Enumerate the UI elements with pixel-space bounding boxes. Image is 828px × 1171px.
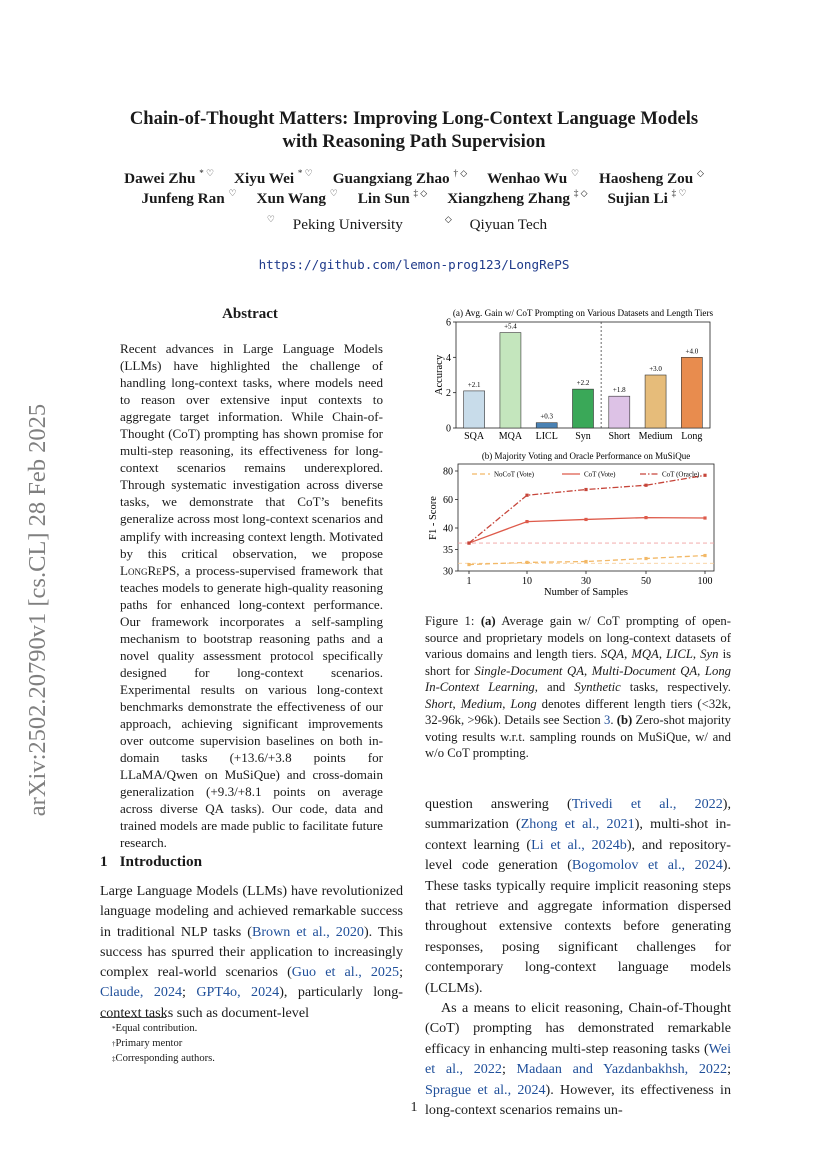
- chart-b-point: [703, 474, 706, 477]
- text-run: question answering (: [425, 796, 572, 812]
- text-run: ;: [727, 1061, 731, 1078]
- section-number: 1: [100, 853, 108, 870]
- citation-link[interactable]: Bogomolov et al., 2024: [571, 857, 723, 874]
- arxiv-stamp-text: arXiv:2502.20790v1 [cs.CL] 28 Feb 2025: [24, 403, 51, 817]
- author-name: Xun Wang: [256, 190, 326, 207]
- chart-a-data-label: +2.1: [467, 380, 481, 389]
- citation-link[interactable]: Zhong et al., 2021: [520, 816, 635, 833]
- chart-a-ylabel: Accuracy: [434, 354, 445, 396]
- footnote: [112, 1022, 197, 1036]
- chart-b-point: [644, 484, 647, 487]
- right-column-text: [425, 794, 731, 1121]
- chart-a-data-label: +4.0: [685, 347, 699, 356]
- footnote-mark: *: [112, 1025, 116, 1033]
- chart-a-xtick-label: Short: [608, 431, 631, 442]
- citation-link[interactable]: Claude, 2024: [100, 984, 183, 1001]
- author-name: Haosheng Zou: [599, 170, 694, 187]
- chart-b-xtick-label: 10: [522, 576, 532, 587]
- method-name: LongRePS: [120, 562, 177, 578]
- chart-b-point: [584, 518, 587, 521]
- text-run: Zero-shot majority voting results w.r.t. sampling rounds on MuSiQue, w/ and w/o CoT prompting.: [425, 713, 731, 760]
- chart-a-data-label: +2.2: [576, 379, 590, 388]
- text-run: ;: [182, 984, 197, 1001]
- author-mark: ♡: [228, 188, 237, 198]
- text-run: ;: [399, 964, 403, 981]
- text-run: ,: [452, 696, 461, 711]
- section-title: Introduction: [119, 853, 203, 870]
- text-run: (b): [616, 713, 633, 727]
- chart-b-point: [703, 554, 706, 557]
- chart-b-ytick-label: 40: [443, 523, 453, 535]
- author-mark: † ◇: [453, 168, 468, 178]
- paragraph: [425, 794, 731, 998]
- footnote-rule: [100, 1017, 166, 1018]
- text-run: As a means to elicit reasoning, Chain-of-Thought (CoT) prompting has demonstrated remarkable efficacy in enhancing multi-step reasoning tasks (: [425, 1000, 731, 1057]
- chart-b-xlabel: Number of Samples: [544, 587, 628, 598]
- title-line-2: with Reasoning Path Supervision: [282, 131, 546, 152]
- author-mark: ♡: [329, 188, 338, 198]
- chart-a-title: (a) Avg. Gain w/ CoT Prompting on Various Datasets and Length Tiers: [452, 308, 714, 318]
- text-run: ,: [692, 647, 701, 661]
- chart-b-ytick-label: 35: [443, 545, 453, 556]
- text-run: ,: [583, 663, 592, 678]
- text-run: Average gain w/ CoT prompting of open-source and proprietary models on long-context datasets of various domains and length tiers.: [425, 614, 731, 661]
- paper-title: [60, 107, 768, 153]
- section-heading: [100, 853, 202, 871]
- chart-b-ytick-label: 30: [443, 566, 453, 578]
- author: [257, 190, 338, 207]
- text-run: MQA: [631, 647, 659, 661]
- affiliations: [60, 216, 768, 234]
- author-mark: * ♡: [199, 168, 215, 178]
- text-run: Syn: [700, 647, 719, 661]
- author: [599, 170, 704, 187]
- section-ref-link[interactable]: 3: [603, 713, 611, 727]
- chart-a-ytick-label: 6: [446, 317, 451, 329]
- footnote-mark: †: [112, 1040, 116, 1048]
- paragraph: [425, 998, 731, 1120]
- page-number: 1: [410, 1100, 418, 1115]
- chart-b-point: [525, 561, 528, 564]
- text-run: (a): [480, 614, 496, 628]
- author-mark: ‡ ♡: [671, 188, 687, 198]
- author: [607, 190, 686, 207]
- chart-a-ytick-label: 4: [446, 352, 451, 364]
- footnote-mark: ‡: [112, 1055, 116, 1063]
- chart-a-bar: [645, 375, 666, 428]
- citation-link[interactable]: Brown et al., 2020: [251, 923, 364, 940]
- text-run: tasks, respectively.: [620, 680, 731, 694]
- chart-a-xtick-label: Long: [681, 431, 703, 442]
- text-run: denotes different length tiers (<32k, 32-96k, >96k). Details see Section: [425, 696, 732, 727]
- chart-b-xtick-label: 50: [641, 576, 651, 587]
- chart-b-legend-label: CoT (Vote): [584, 470, 616, 479]
- chart-a-ytick-label: 2: [446, 388, 451, 400]
- text-run: , and: [534, 680, 575, 694]
- figure-1-svg: [420, 304, 730, 604]
- chart-a-bar: [573, 389, 594, 428]
- citation-link[interactable]: Li et al., 2024b: [531, 836, 627, 853]
- footnote-text: Primary mentor: [115, 1038, 183, 1049]
- abstract-text-part: Recent advances in Large Language Models (LLMs) have highlighted the challenge of handling long-context tasks, where models need to reason over extensive input contexts to aggregate target information. While Chain-of-Thought (CoT) prompting has shown promise for multi-step reasoning, its effectiveness for long-context scenarios remains underexplored. Through systematic investigation across diverse tasks, we demonstrate that CoT’s benefits generalize across most long-context scenarios and amplify with increasing context length. Motivated by this critical observation, we propose: [120, 341, 383, 561]
- author-name: Lin Sun: [357, 190, 410, 207]
- chart-b-xtick-label: 1: [466, 576, 472, 587]
- text-run: ,: [697, 663, 705, 678]
- text-run: Large Language Models (LLMs) have revolutionized language modeling and achieved remarkable success in traditional NLP tasks (: [100, 883, 403, 940]
- author-mark: ♡: [570, 168, 580, 178]
- citation-link[interactable]: Wei et al., 2022: [425, 1040, 731, 1078]
- code-url-link[interactable]: https://github.com/lemon-prog123/LongRePS: [258, 257, 570, 272]
- chart-b-ytick-label: 60: [443, 495, 453, 506]
- abstract-heading: Abstract: [222, 306, 278, 322]
- text-run: SQA: [600, 647, 625, 661]
- author-mark: ‡ ◇: [573, 188, 588, 198]
- citation-link[interactable]: GPT4o, 2024: [196, 984, 280, 1001]
- chart-a-bar: [500, 333, 521, 428]
- footnote: [112, 1037, 182, 1051]
- text-run: Single-Document QA: [474, 663, 584, 678]
- chart-b-point: [467, 563, 470, 566]
- text-run: Synthetic: [574, 680, 621, 694]
- chart-b-point: [467, 541, 470, 544]
- affiliation-mark: ◇: [444, 214, 452, 224]
- chart-b-legend-label: NoCoT (Vote): [494, 470, 534, 479]
- chart-a-xtick-label: SQA: [464, 431, 485, 442]
- abstract-text-part: , a process-supervised framework that teaches models to generate high-quality reasoning paths for enhanced long-context performance. Our framework incorporates a self-sampling mechanism to bootstrap reasoning paths and a novel quality assessment protocol specifically designed for long-context scenarios. Experimental results on various long-context benchmarks demonstrate the effectiveness of our approach, achieving significant improvements over outcome supervision baselines on both in-domain tasks (+13.6/+3.8 points for LLaMA/Qwen on MuSiQue) and cross-domain generalization (+9.3/+8.1 points on average across diverse QA tasks). Our code, data and trained models are made public to facilitate future research.: [120, 562, 383, 851]
- text-run: Figure 1:: [425, 614, 481, 628]
- author: [487, 170, 579, 187]
- affiliation-mark: ♡: [266, 214, 275, 224]
- text-run: ;: [501, 1061, 517, 1078]
- footnote: [112, 1052, 215, 1066]
- citation-link[interactable]: Trivedi et al., 2022: [571, 796, 723, 812]
- chart-b-xtick-label: 100: [697, 576, 713, 587]
- author-name: Dawei Zhu: [124, 170, 196, 187]
- chart-a-xtick-label: MQA: [498, 431, 523, 442]
- text-run: Medium: [460, 696, 503, 711]
- chart-b-ylabel: F1 - Score: [428, 496, 439, 540]
- figure-caption: [425, 613, 731, 762]
- chart-a-bar: [536, 423, 557, 428]
- arxiv-stamp: [22, 365, 54, 855]
- chart-b-series-line: [469, 475, 705, 543]
- chart-a-bar: [464, 391, 485, 428]
- affiliation: [445, 216, 561, 233]
- text-run: ,: [658, 647, 667, 661]
- text-run: ), particularly long-context tasks such as document-level: [100, 984, 403, 1021]
- text-run: Multi-Document QA: [591, 663, 698, 678]
- chart-b-legend-label: CoT (Oracle): [662, 470, 700, 479]
- author-name: Xiangzheng Zhang: [447, 190, 571, 207]
- chart-b-point: [644, 516, 647, 519]
- text-run: ), and repository-level code generation (: [425, 836, 732, 874]
- author: [142, 190, 237, 207]
- chart-a-bar: [681, 357, 702, 428]
- author-row-2: [60, 190, 768, 208]
- chart-a-xtick-label: LICL: [535, 431, 558, 442]
- footnote-text: Corresponding authors.: [115, 1053, 215, 1064]
- chart-b-ytick-label: 80: [443, 466, 453, 478]
- chart-b-point: [644, 557, 647, 560]
- title-line-1: Chain-of-Thought Matters: Improving Long-Context Language Models: [129, 108, 699, 129]
- text-run: Short: [425, 696, 453, 711]
- chart-b-point: [525, 494, 528, 497]
- abstract-body: [120, 340, 383, 851]
- text-run: .: [610, 713, 617, 727]
- text-run: Long: [510, 696, 537, 711]
- text-run: ), multi-shot in-context learning (: [425, 816, 731, 853]
- text-run: ). However, its effectiveness in long-context scenarios remains un-: [425, 1081, 731, 1119]
- chart-a-xtick-label: Syn: [575, 431, 591, 442]
- author-mark: ◇: [696, 168, 704, 178]
- author-name: Xiyu Wei: [234, 170, 295, 187]
- text-run: ,: [624, 647, 632, 661]
- author-name: Sujian Li: [607, 190, 668, 207]
- figure-1: [420, 304, 730, 604]
- affiliation-name: Qiyuan Tech: [469, 216, 548, 233]
- citation-link[interactable]: Guo et al., 2025: [291, 964, 400, 981]
- chart-a-ytick-label: 0: [446, 423, 451, 435]
- chart-b-series-line: [469, 518, 705, 543]
- text-run: ). This success has spurred their application to increasingly complex real-world scenarios (: [100, 923, 404, 981]
- author: [234, 170, 313, 187]
- footnote-text: Equal contribution.: [115, 1023, 198, 1034]
- chart-b-point: [584, 560, 587, 563]
- author-name: Guangxiang Zhao: [332, 170, 450, 187]
- author-name: Wenhao Wu: [487, 170, 568, 187]
- affiliation-name: Peking University: [292, 216, 403, 233]
- chart-a-xtick-label: Medium: [638, 431, 673, 442]
- chart-a-data-label: +3.0: [649, 365, 662, 373]
- text-run: Long In-Context Learning: [425, 663, 732, 694]
- citation-link[interactable]: Madaan and Yazdanbakhsh, 2022: [516, 1061, 728, 1078]
- author-row-1: [60, 170, 768, 188]
- chart-b-point: [525, 520, 528, 523]
- text-run: is short for: [425, 647, 732, 678]
- author-mark: * ♡: [297, 168, 313, 178]
- citation-link[interactable]: Sprague et al., 2024: [425, 1081, 546, 1098]
- chart-b-title: (b) Majority Voting and Oracle Performance on MuSiQue: [481, 451, 691, 461]
- chart-b-point: [584, 488, 587, 491]
- affiliation: [267, 216, 417, 233]
- text-run: ). These tasks typically require implicit reasoning steps that retrieve and aggregate information dispersed throughout extensive contexts before generating responses, posing significant challenges for contemporary long-context language models (LCLMs).: [425, 857, 731, 996]
- chart-a-bar: [609, 396, 630, 428]
- chart-a-data-label: +5.4: [504, 322, 517, 331]
- author: [447, 190, 587, 207]
- text-run: ,: [502, 696, 511, 711]
- chart-b-point: [703, 516, 706, 519]
- chart-a-data-label: +0.3: [540, 412, 554, 421]
- author: [124, 170, 214, 187]
- author: [333, 170, 467, 187]
- intro-paragraph: [100, 881, 403, 1023]
- chart-b-xtick-label: 30: [581, 576, 591, 587]
- text-run: ), summarization (: [425, 796, 731, 833]
- text-run: LICL: [666, 647, 693, 661]
- chart-a-data-label: +1.8: [612, 386, 626, 395]
- author-name: Junfeng Ran: [141, 190, 225, 207]
- author-mark: ‡ ◇: [413, 188, 428, 198]
- author: [358, 190, 427, 207]
